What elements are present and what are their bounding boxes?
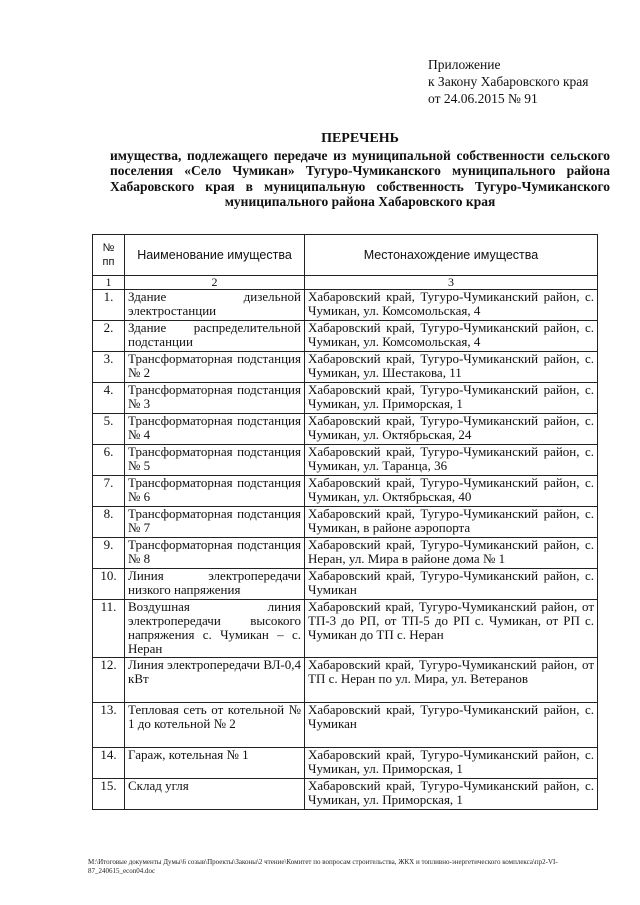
table-row (93, 507, 598, 538)
appendix-line-1: Приложение (428, 57, 501, 72)
table-row (93, 383, 598, 414)
row-name: Склад угля (125, 779, 305, 810)
row-num: 13. (93, 703, 125, 748)
row-name: Линия электропередачи ВЛ-0,4 кВт (125, 658, 305, 703)
table-row (93, 600, 598, 658)
file-path-footer: M:\Итоговые документы Думы\6 созыв\Проекты\Законы\2 чтение\Комитет по вопросам строительства, ЖКХ и топливно-энергетического комплекса\пр2-VI-87_240615_econ04.doc (88, 858, 558, 875)
row-location: Хабаровский край, Тугуро-Чумиканский район, с. Чумикан, ул. Приморская, 1 (305, 748, 598, 779)
row-location: Хабаровский край, Тугуро-Чумиканский район, с. Чумикан, ул. Приморская, 1 (305, 383, 598, 414)
row-num: 1. (93, 290, 125, 321)
table-row (93, 779, 598, 810)
table-row (93, 445, 598, 476)
row-name: Трансформаторная подстанция № 6 (125, 476, 305, 507)
appendix-line-3: от 24.06.2015 № 91 (428, 91, 538, 106)
row-num: 8. (93, 507, 125, 538)
row-name: Трансформаторная подстанция № 5 (125, 445, 305, 476)
row-name: Здание дизельной электростанции (125, 290, 305, 321)
table-row (93, 414, 598, 445)
row-name: Трансформаторная подстанция № 7 (125, 507, 305, 538)
row-num: 4. (93, 383, 125, 414)
row-name: Тепловая сеть от котельной № 1 до котельной № 2 (125, 703, 305, 748)
row-location: Хабаровский край, Тугуро-Чумиканский район, с. Чумикан (305, 703, 598, 748)
table-row (93, 352, 598, 383)
row-num: 15. (93, 779, 125, 810)
row-location: Хабаровский край, Тугуро-Чумиканский район, от ТП-3 до РП, от ТП-5 до РП с. Чумикан, от РП с. Чумикан до ТП с. Неран (305, 600, 598, 658)
row-num: 9. (93, 538, 125, 569)
table-row (93, 290, 598, 321)
table-header-row (93, 235, 598, 276)
document-subtitle: имущества, подлежащего передаче из муниципальной собственности сельского поселения «Село Чумикан» Тугуро-Чумиканского муниципального района Хабаровского края в муниципальную собственность Тугуро-Чумиканского муниципального района Хабаровского края (110, 147, 610, 209)
row-num: 5. (93, 414, 125, 445)
row-num: 11. (93, 600, 125, 658)
row-num: 7. (93, 476, 125, 507)
table-row (93, 538, 598, 569)
document-title: ПЕРЕЧЕНЬ (321, 131, 399, 146)
row-location: Хабаровский край, Тугуро-Чумиканский район, с. Чумикан, ул. Комсомольская, 4 (305, 321, 598, 352)
appendix-block (428, 56, 633, 107)
row-name: Воздушная линия электропередачи высокого напряжения с. Чумикан – с. Неран (125, 600, 305, 658)
row-num: 2. (93, 321, 125, 352)
row-location: Хабаровский край, Тугуро-Чумиканский район, с. Чумикан, ул. Октябрьская, 40 (305, 476, 598, 507)
index-cell: 2 (125, 276, 305, 290)
table-row (93, 569, 598, 600)
header-name: Наименование имущества (125, 235, 305, 276)
row-name: Трансформаторная подстанция № 8 (125, 538, 305, 569)
row-location: Хабаровский край, Тугуро-Чумиканский район, с. Чумикан, ул. Октябрьская, 24 (305, 414, 598, 445)
row-name: Здание распределительной подстанции (125, 321, 305, 352)
row-num: 6. (93, 445, 125, 476)
row-num: 10. (93, 569, 125, 600)
row-name: Линия электропередачи низкого напряжения (125, 569, 305, 600)
row-location: Хабаровский край, Тугуро-Чумиканский район, от ТП с. Неран по ул. Мира, ул. Ветеранов (305, 658, 598, 703)
document-heading (110, 131, 610, 210)
row-location: Хабаровский край, Тугуро-Чумиканский район, с. Неран, ул. Мира в районе дома № 1 (305, 538, 598, 569)
row-location: Хабаровский край, Тугуро-Чумиканский район, с. Чумикан, ул. Приморская, 1 (305, 779, 598, 810)
row-location: Хабаровский край, Тугуро-Чумиканский район, с. Чумикан, ул. Комсомольская, 4 (305, 290, 598, 321)
row-name: Трансформаторная подстанция № 3 (125, 383, 305, 414)
row-name: Трансформаторная подстанция № 4 (125, 414, 305, 445)
row-num: 3. (93, 352, 125, 383)
table-row (93, 321, 598, 352)
row-location: Хабаровский край, Тугуро-Чумиканский район, с. Чумикан, в районе аэропорта (305, 507, 598, 538)
index-cell: 1 (93, 276, 125, 290)
index-cell: 3 (305, 276, 598, 290)
header-num: № пп (93, 235, 125, 276)
property-table (92, 234, 598, 810)
row-location: Хабаровский край, Тугуро-Чумиканский район, с. Чумикан (305, 569, 598, 600)
row-location: Хабаровский край, Тугуро-Чумиканский район, с. Чумикан, ул. Таранца, 36 (305, 445, 598, 476)
table-row (93, 476, 598, 507)
appendix-line-2: к Закону Хабаровского края (428, 74, 589, 89)
row-location: Хабаровский край, Тугуро-Чумиканский район, с. Чумикан, ул. Шестакова, 11 (305, 352, 598, 383)
row-num: 12. (93, 658, 125, 703)
header-location: Местонахождение имущества (305, 235, 598, 276)
table-row (93, 658, 598, 703)
table-row (93, 748, 598, 779)
table-row (93, 703, 598, 748)
row-name: Гараж, котельная № 1 (125, 748, 305, 779)
row-name: Трансформаторная подстанция № 2 (125, 352, 305, 383)
table-index-row (93, 276, 598, 290)
row-num: 14. (93, 748, 125, 779)
